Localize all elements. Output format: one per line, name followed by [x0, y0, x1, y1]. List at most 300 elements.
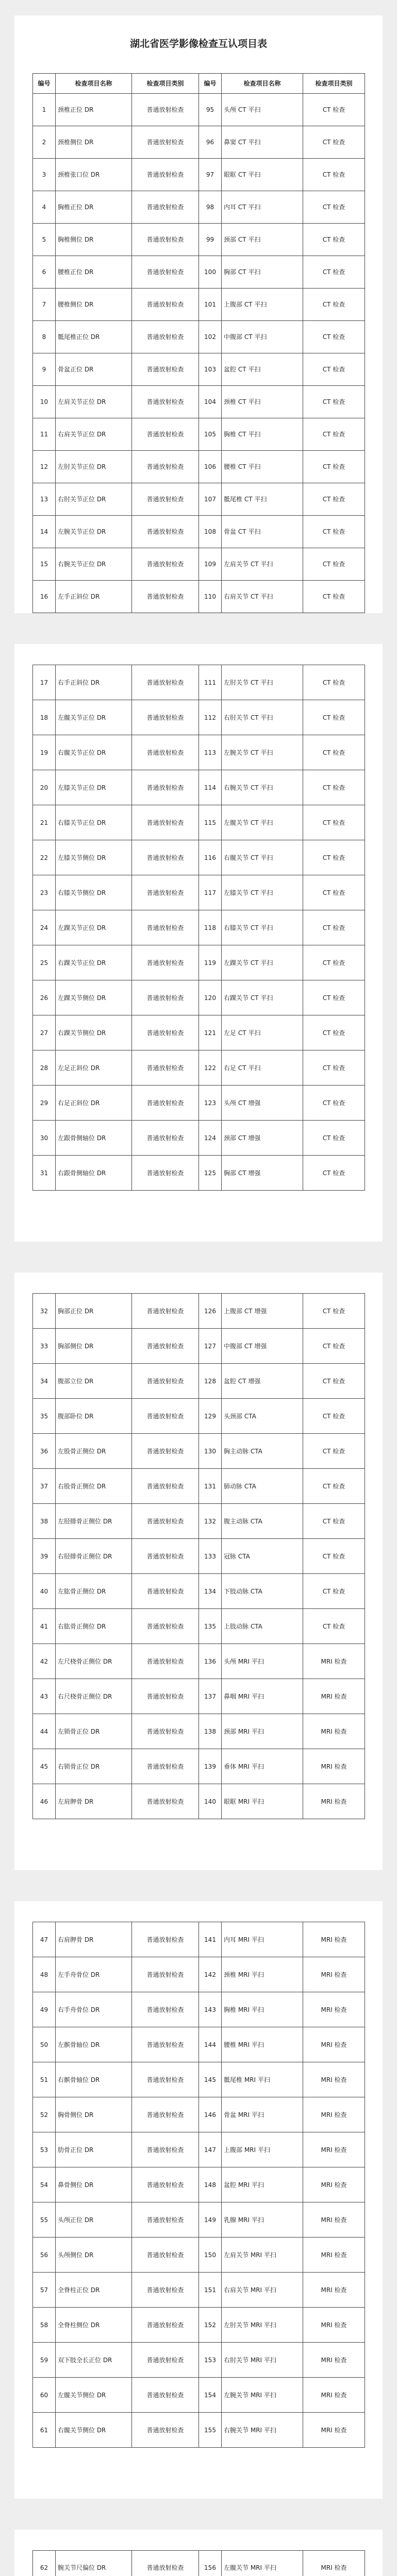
item-number-cell: 62	[33, 2551, 56, 2576]
item-name-cell: 左肱骨正侧位 DR	[56, 1574, 132, 1609]
item-name-cell: 左髋关节 CT 平扫	[222, 805, 303, 840]
item-name-cell: 左肩关节 CT 平扫	[222, 548, 303, 581]
item-number-cell: 1	[33, 94, 56, 126]
item-name-cell: 右肩胛骨 DR	[56, 1922, 132, 1957]
table-row	[33, 451, 365, 483]
item-name-cell: 右踝关节正位 DR	[56, 945, 132, 980]
item-name-cell: 腹主动脉 CTA	[222, 1504, 303, 1539]
item-number-cell: 22	[33, 840, 56, 875]
item-name-cell: 右肱骨正侧位 DR	[56, 1609, 132, 1644]
item-name-cell: 右足 CT 平扫	[222, 1050, 303, 1086]
table-row	[33, 1399, 365, 1434]
item-number-cell: 144	[199, 2027, 222, 2062]
item-category-cell: 普通放射检查	[132, 386, 199, 418]
table-row	[33, 126, 365, 159]
item-category-cell: MRI 检查	[303, 2273, 365, 2308]
item-number-cell: 99	[199, 224, 222, 256]
item-category-cell: MRI 检查	[303, 2343, 365, 2378]
item-category-cell: CT 检查	[303, 1050, 365, 1086]
item-name-cell: 双下肢全长正位 DR	[56, 2343, 132, 2378]
item-name-cell: 胸部侧位 DR	[56, 1329, 132, 1364]
item-name-cell: 中腹部 CT 平扫	[222, 321, 303, 353]
item-category-cell: 普通放射检查	[132, 2378, 199, 2413]
item-number-cell: 13	[33, 483, 56, 516]
item-category-cell: CT 检查	[303, 1434, 365, 1469]
item-number-cell: 61	[33, 2413, 56, 2448]
item-category-cell: CT 检查	[303, 581, 365, 613]
item-name-cell: 右肩关节正位 DR	[56, 418, 132, 451]
item-name-cell: 中腹部 CT 增强	[222, 1329, 303, 1364]
item-name-cell: 盆腔 CT 增强	[222, 1364, 303, 1399]
item-name-cell: 右锁骨正位 DR	[56, 1749, 132, 1784]
item-name-cell: 腹部卧位 DR	[56, 1399, 132, 1434]
item-name-cell: 下肢动脉 CTA	[222, 1574, 303, 1609]
table-row	[33, 418, 365, 451]
item-category-cell: CT 检查	[303, 980, 365, 1015]
item-number-cell: 10	[33, 386, 56, 418]
item-category-cell: CT 检查	[303, 321, 365, 353]
item-category-cell: 普通放射检查	[132, 2413, 199, 2448]
table-row	[33, 483, 365, 516]
item-number-cell: 26	[33, 980, 56, 1015]
item-category-cell: MRI 检查	[303, 2132, 365, 2167]
item-name-cell: 颈部 CT 平扫	[222, 224, 303, 256]
item-category-cell: 普通放射检查	[132, 700, 199, 735]
item-category-cell: 普通放射检查	[132, 735, 199, 770]
item-number-cell: 48	[33, 1957, 56, 1992]
table-row	[33, 875, 365, 910]
table-row	[33, 945, 365, 980]
item-category-cell: MRI 检查	[303, 1784, 365, 1819]
item-number-cell: 7	[33, 289, 56, 321]
item-category-cell: 普通放射检查	[132, 548, 199, 581]
table-row	[33, 2378, 365, 2413]
table-row	[33, 94, 365, 126]
item-number-cell: 134	[199, 1574, 222, 1609]
item-name-cell: 左肘关节 CT 平扫	[222, 665, 303, 700]
table-row	[33, 1609, 365, 1644]
item-name-cell: 头颅正位 DR	[56, 2202, 132, 2238]
table-row	[33, 1364, 365, 1399]
item-name-cell: 左胫腓骨正侧位 DR	[56, 1504, 132, 1539]
item-category-cell: 普通放射检查	[132, 1329, 199, 1364]
table-row	[33, 581, 365, 613]
item-number-cell: 114	[199, 770, 222, 805]
item-number-cell: 153	[199, 2343, 222, 2378]
item-name-cell: 骨盆 CT 平扫	[222, 516, 303, 548]
item-category-cell: CT 检查	[303, 289, 365, 321]
item-number-cell: 148	[199, 2167, 222, 2202]
item-name-cell: 颈椎 MRI 平扫	[222, 1957, 303, 1992]
column-header: 检查项目名称	[56, 74, 132, 94]
item-number-cell: 124	[199, 1121, 222, 1156]
item-number-cell: 125	[199, 1156, 222, 1191]
item-category-cell: 普通放射检查	[132, 126, 199, 159]
item-name-cell: 右肘关节 CT 平扫	[222, 700, 303, 735]
item-number-cell: 18	[33, 700, 56, 735]
item-category-cell: CT 检查	[303, 224, 365, 256]
item-number-cell: 14	[33, 516, 56, 548]
item-category-cell: 普通放射检查	[132, 1121, 199, 1156]
item-number-cell: 120	[199, 980, 222, 1015]
item-name-cell: 右腕关节 MRI 平扫	[222, 2413, 303, 2448]
item-category-cell: CT 检查	[303, 1121, 365, 1156]
item-number-cell: 31	[33, 1156, 56, 1191]
item-number-cell: 53	[33, 2132, 56, 2167]
table-row	[33, 516, 365, 548]
item-name-cell: 左肩关节正位 DR	[56, 386, 132, 418]
table-row	[33, 2097, 365, 2132]
table-row	[33, 1469, 365, 1504]
item-number-cell: 137	[199, 1679, 222, 1714]
item-name-cell: 腰椎侧位 DR	[56, 289, 132, 321]
item-category-cell: 普通放射检查	[132, 321, 199, 353]
item-name-cell: 左足正斜位 DR	[56, 1050, 132, 1086]
item-name-cell: 骶尾椎 MRI 平扫	[222, 2062, 303, 2097]
item-number-cell: 60	[33, 2378, 56, 2413]
item-name-cell: 右肩关节 MRI 平扫	[222, 2273, 303, 2308]
item-number-cell: 112	[199, 700, 222, 735]
item-number-cell: 104	[199, 386, 222, 418]
table-row	[33, 2343, 365, 2378]
item-category-cell: 普通放射检查	[132, 2202, 199, 2238]
table-row	[33, 980, 365, 1015]
item-number-cell: 154	[199, 2378, 222, 2413]
item-name-cell: 鼻窦 CT 平扫	[222, 126, 303, 159]
item-category-cell: MRI 检查	[303, 2097, 365, 2132]
item-name-cell: 左手正斜位 DR	[56, 581, 132, 613]
item-category-cell: 普通放射检查	[132, 875, 199, 910]
item-number-cell: 56	[33, 2238, 56, 2273]
item-name-cell: 内耳 MRI 平扫	[222, 1922, 303, 1957]
table-row	[33, 1294, 365, 1329]
document-page	[14, 15, 383, 613]
table-row	[33, 2132, 365, 2167]
item-category-cell: 普通放射检查	[132, 224, 199, 256]
item-name-cell: 右肘关节 MRI 平扫	[222, 2343, 303, 2378]
item-name-cell: 全脊柱侧位 DR	[56, 2308, 132, 2343]
item-number-cell: 149	[199, 2202, 222, 2238]
item-name-cell: 右膝关节 CT 平扫	[222, 910, 303, 945]
item-number-cell: 107	[199, 483, 222, 516]
item-number-cell: 17	[33, 665, 56, 700]
item-name-cell: 左肩关节 MRI 平扫	[222, 2238, 303, 2273]
item-category-cell: CT 检查	[303, 910, 365, 945]
item-category-cell: 普通放射检查	[132, 840, 199, 875]
item-number-cell: 142	[199, 1957, 222, 1992]
item-category-cell: 普通放射检查	[132, 2308, 199, 2343]
item-name-cell: 颈椎正位 DR	[56, 94, 132, 126]
item-name-cell: 冠脉 CTA	[222, 1539, 303, 1574]
table-row	[33, 1574, 365, 1609]
item-category-cell: 普通放射检查	[132, 483, 199, 516]
item-category-cell: 普通放射检查	[132, 2167, 199, 2202]
item-category-cell: 普通放射检查	[132, 1364, 199, 1399]
item-name-cell: 胸椎 CT 平扫	[222, 418, 303, 451]
item-category-cell: CT 检查	[303, 256, 365, 289]
table-row	[33, 224, 365, 256]
item-category-cell: CT 检查	[303, 1294, 365, 1329]
item-name-cell: 右股骨正侧位 DR	[56, 1469, 132, 1504]
item-category-cell: MRI 检查	[303, 1992, 365, 2027]
item-category-cell: MRI 检查	[303, 2551, 365, 2576]
item-category-cell: 普通放射检查	[132, 451, 199, 483]
item-category-cell: 普通放射检查	[132, 159, 199, 191]
items-table	[32, 665, 365, 1191]
table-row	[33, 1156, 365, 1191]
item-number-cell: 155	[199, 2413, 222, 2448]
item-number-cell: 116	[199, 840, 222, 875]
item-name-cell: 左肩胛骨 DR	[56, 1784, 132, 1819]
item-category-cell: MRI 检查	[303, 1922, 365, 1957]
item-name-cell: 腕关节尺偏位 DR	[56, 2551, 132, 2576]
item-name-cell: 左肘关节 MRI 平扫	[222, 2308, 303, 2343]
item-number-cell: 141	[199, 1922, 222, 1957]
item-name-cell: 盆腔 CT 平扫	[222, 353, 303, 386]
item-category-cell: 普通放射检查	[132, 1434, 199, 1469]
item-name-cell: 右髌骨轴位 DR	[56, 2062, 132, 2097]
item-category-cell: 普通放射检查	[132, 2273, 199, 2308]
item-name-cell: 左尺桡骨正侧位 DR	[56, 1644, 132, 1679]
item-name-cell: 左踝关节 CT 平扫	[222, 945, 303, 980]
item-name-cell: 鼻骨侧位 DR	[56, 2167, 132, 2202]
item-number-cell: 21	[33, 805, 56, 840]
item-number-cell: 51	[33, 2062, 56, 2097]
item-number-cell: 28	[33, 1050, 56, 1086]
item-name-cell: 左髋关节正位 DR	[56, 700, 132, 735]
items-table	[32, 1293, 365, 1819]
item-name-cell: 右胫腓骨正侧位 DR	[56, 1539, 132, 1574]
item-category-cell: CT 检查	[303, 1329, 365, 1364]
table-row	[33, 548, 365, 581]
item-category-cell: 普通放射检查	[132, 256, 199, 289]
item-name-cell: 内耳 CT 平扫	[222, 191, 303, 224]
item-name-cell: 上腹部 CT 增强	[222, 1294, 303, 1329]
item-number-cell: 145	[199, 2062, 222, 2097]
item-number-cell: 122	[199, 1050, 222, 1086]
table-row	[33, 2308, 365, 2343]
item-category-cell: 普通放射检查	[132, 2062, 199, 2097]
item-category-cell: 普通放射检查	[132, 1015, 199, 1050]
item-category-cell: MRI 检查	[303, 1749, 365, 1784]
item-name-cell: 颈部 CT 增强	[222, 1121, 303, 1156]
item-number-cell: 2	[33, 126, 56, 159]
item-category-cell: 普通放射检查	[132, 418, 199, 451]
item-number-cell: 15	[33, 548, 56, 581]
item-number-cell: 49	[33, 1992, 56, 2027]
item-number-cell: 103	[199, 353, 222, 386]
item-name-cell: 骨盆 MRI 平扫	[222, 2097, 303, 2132]
item-number-cell: 40	[33, 1574, 56, 1609]
item-number-cell: 23	[33, 875, 56, 910]
item-name-cell: 乳腺 MRI 平扫	[222, 2202, 303, 2238]
item-number-cell: 52	[33, 2097, 56, 2132]
table-row	[33, 1679, 365, 1714]
table-row	[33, 1784, 365, 1819]
items-table	[32, 73, 365, 613]
item-name-cell: 颈部 MRI 平扫	[222, 1714, 303, 1749]
item-name-cell: 左股骨正侧位 DR	[56, 1434, 132, 1469]
item-name-cell: 头颈部 CTA	[222, 1399, 303, 1434]
item-category-cell: CT 检查	[303, 875, 365, 910]
item-category-cell: 普通放射检查	[132, 1539, 199, 1574]
item-number-cell: 138	[199, 1714, 222, 1749]
item-category-cell: CT 检查	[303, 1399, 365, 1434]
item-name-cell: 右膝关节侧位 DR	[56, 875, 132, 910]
item-name-cell: 左手舟骨位 DR	[56, 1957, 132, 1992]
item-category-cell: 普通放射检查	[132, 289, 199, 321]
item-number-cell: 3	[33, 159, 56, 191]
item-category-cell: 普通放射检查	[132, 1784, 199, 1819]
item-category-cell: MRI 检查	[303, 2413, 365, 2448]
table-row	[33, 1539, 365, 1574]
item-name-cell: 盆腔 MRI 平扫	[222, 2167, 303, 2202]
item-name-cell: 左髋关节侧位 DR	[56, 2378, 132, 2413]
item-name-cell: 右肩关节 CT 平扫	[222, 581, 303, 613]
item-number-cell: 113	[199, 735, 222, 770]
item-category-cell: 普通放射检查	[132, 94, 199, 126]
item-number-cell: 100	[199, 256, 222, 289]
table-row	[33, 1957, 365, 1992]
item-number-cell: 135	[199, 1609, 222, 1644]
item-number-cell: 115	[199, 805, 222, 840]
item-number-cell: 32	[33, 1294, 56, 1329]
item-category-cell: CT 检查	[303, 386, 365, 418]
item-category-cell: 普通放射检查	[132, 945, 199, 980]
item-name-cell: 右尺桡骨正侧位 DR	[56, 1679, 132, 1714]
item-category-cell: CT 检查	[303, 159, 365, 191]
item-number-cell: 133	[199, 1539, 222, 1574]
item-category-cell: MRI 检查	[303, 2238, 365, 2273]
item-number-cell: 6	[33, 256, 56, 289]
item-name-cell: 左踝关节侧位 DR	[56, 980, 132, 1015]
item-name-cell: 腰椎正位 DR	[56, 256, 132, 289]
table-row	[33, 2062, 365, 2097]
item-category-cell: MRI 检查	[303, 2308, 365, 2343]
item-number-cell: 37	[33, 1469, 56, 1504]
column-header: 检查项目类别	[303, 74, 365, 94]
item-number-cell: 108	[199, 516, 222, 548]
item-category-cell: 普通放射检查	[132, 1957, 199, 1992]
item-name-cell: 左跟骨侧轴位 DR	[56, 1121, 132, 1156]
item-category-cell: CT 检查	[303, 1364, 365, 1399]
item-name-cell: 左腕关节正位 DR	[56, 516, 132, 548]
item-number-cell: 118	[199, 910, 222, 945]
item-category-cell: CT 检查	[303, 1015, 365, 1050]
item-number-cell: 143	[199, 1992, 222, 2027]
item-category-cell: CT 检查	[303, 1609, 365, 1644]
item-name-cell: 眼眶 MRI 平扫	[222, 1784, 303, 1819]
item-number-cell: 136	[199, 1644, 222, 1679]
table-row	[33, 2027, 365, 2062]
item-category-cell: 普通放射检查	[132, 1609, 199, 1644]
item-category-cell: 普通放射检查	[132, 1050, 199, 1086]
item-number-cell: 16	[33, 581, 56, 613]
item-name-cell: 右跟骨侧轴位 DR	[56, 1156, 132, 1191]
table-row	[33, 256, 365, 289]
item-name-cell: 腰椎 MRI 平扫	[222, 2027, 303, 2062]
item-category-cell: CT 检查	[303, 1086, 365, 1121]
item-category-cell: 普通放射检查	[132, 1574, 199, 1609]
item-category-cell: 普通放射检查	[132, 2027, 199, 2062]
item-name-cell: 骨盆正位 DR	[56, 353, 132, 386]
item-name-cell: 鼻咽 MRI 平扫	[222, 1679, 303, 1714]
item-number-cell: 46	[33, 1784, 56, 1819]
item-number-cell: 39	[33, 1539, 56, 1574]
item-name-cell: 左锁骨正位 DR	[56, 1714, 132, 1749]
item-name-cell: 右手舟骨位 DR	[56, 1992, 132, 2027]
item-category-cell: CT 检查	[303, 548, 365, 581]
item-number-cell: 146	[199, 2097, 222, 2132]
table-row	[33, 840, 365, 875]
item-category-cell: 普通放射检查	[132, 1749, 199, 1784]
item-category-cell: 普通放射检查	[132, 2097, 199, 2132]
item-number-cell: 11	[33, 418, 56, 451]
item-category-cell: MRI 检查	[303, 1957, 365, 1992]
table-row	[33, 1644, 365, 1679]
table-row	[33, 191, 365, 224]
item-category-cell: 普通放射检查	[132, 665, 199, 700]
item-name-cell: 眼眶 CT 平扫	[222, 159, 303, 191]
item-name-cell: 胸椎侧位 DR	[56, 224, 132, 256]
table-row	[33, 2413, 365, 2448]
item-category-cell: 普通放射检查	[132, 1992, 199, 2027]
table-row	[33, 770, 365, 805]
item-number-cell: 25	[33, 945, 56, 980]
item-number-cell: 119	[199, 945, 222, 980]
item-category-cell: 普通放射检查	[132, 581, 199, 613]
item-category-cell: MRI 检查	[303, 1679, 365, 1714]
item-category-cell: 普通放射检查	[132, 1714, 199, 1749]
item-number-cell: 44	[33, 1714, 56, 1749]
item-name-cell: 上腹部 CT 平扫	[222, 289, 303, 321]
item-category-cell: CT 检查	[303, 94, 365, 126]
item-number-cell: 42	[33, 1644, 56, 1679]
item-name-cell: 头颅 CT 增强	[222, 1086, 303, 1121]
item-number-cell: 126	[199, 1294, 222, 1329]
item-number-cell: 20	[33, 770, 56, 805]
item-number-cell: 132	[199, 1504, 222, 1539]
table-row	[33, 159, 365, 191]
item-number-cell: 30	[33, 1121, 56, 1156]
item-number-cell: 12	[33, 451, 56, 483]
item-name-cell: 胸椎正位 DR	[56, 191, 132, 224]
item-number-cell: 33	[33, 1329, 56, 1364]
item-number-cell: 129	[199, 1399, 222, 1434]
item-number-cell: 98	[199, 191, 222, 224]
item-category-cell: 普通放射检查	[132, 353, 199, 386]
item-number-cell: 110	[199, 581, 222, 613]
item-category-cell: MRI 检查	[303, 1644, 365, 1679]
item-category-cell: CT 检查	[303, 1574, 365, 1609]
item-number-cell: 35	[33, 1399, 56, 1434]
item-name-cell: 左膝关节正位 DR	[56, 770, 132, 805]
item-number-cell: 111	[199, 665, 222, 700]
item-number-cell: 4	[33, 191, 56, 224]
item-number-cell: 117	[199, 875, 222, 910]
item-name-cell: 头颅 MRI 平扫	[222, 1644, 303, 1679]
item-category-cell: 普通放射检查	[132, 1399, 199, 1434]
item-number-cell: 29	[33, 1086, 56, 1121]
item-category-cell: 普通放射检查	[132, 1086, 199, 1121]
table-row	[33, 2551, 365, 2576]
table-row	[33, 805, 365, 840]
item-category-cell: 普通放射检查	[132, 1644, 199, 1679]
item-category-cell: CT 检查	[303, 451, 365, 483]
item-number-cell: 106	[199, 451, 222, 483]
item-number-cell: 36	[33, 1434, 56, 1469]
table-header-row	[33, 74, 365, 94]
